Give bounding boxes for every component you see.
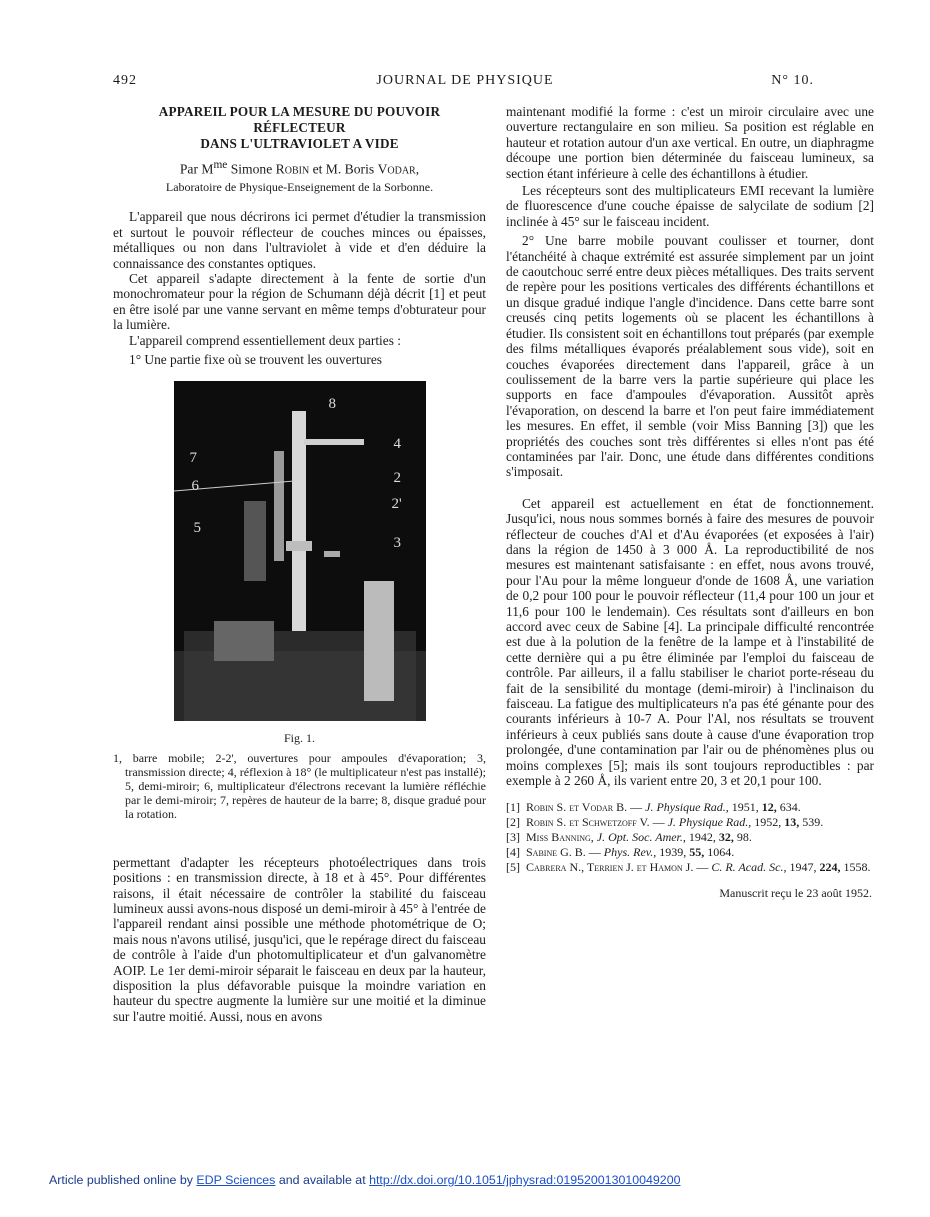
reference-item: [1] Robin S. et Vodar B. — J. Physique Rad., 1951, 12, 634. bbox=[506, 800, 801, 815]
figure-label: 2 bbox=[393, 470, 401, 487]
figure-label: 7 bbox=[189, 450, 197, 467]
article-title-line-2: DANS L'ULTRAVIOLET A VIDE bbox=[200, 136, 399, 151]
authors: Par $M^{me}$ Simone Robin et M. Boris Vodar, bbox=[179, 159, 420, 177]
apparatus-photo bbox=[174, 381, 426, 721]
publisher-link[interactable]: EDP Sciences bbox=[196, 1173, 276, 1187]
right-column bbox=[506, 104, 874, 902]
reference-item: [4] Sabine G. B. — Phys. Rev., 1939, 55, 1064. bbox=[506, 845, 735, 860]
paragraph: maintenant modifié la forme : c'est un miroir circulaire avec une ouverture rectangulaire en son milieu. Sa position est réglable en hauteur et rotation autour d'un axe vertical. En outre, un diaphragme découpe une portion bien déterminée du faisceau lumineux, sa section étant inférieure à celle des échantillons à étudier. bbox=[506, 104, 874, 181]
doi-link[interactable]: http://dx.doi.org/10.1051/jphysrad:019520013010049200 bbox=[369, 1173, 681, 1187]
paragraph: permettant d'adapter les récepteurs photoélectriques dans trois positions : en transmission directe, à 18 et à 45°. Pour différentes raisons, il était nécessaire de contrôler la stabilité du faisceau lumineux aussi avons-nous disposé un demi-miroir à 45° à l'entrée de l'appareil rendant ainsi possible une méthode photométrique de O; mais nous n'avons utilisé, jusqu'ici, que le repérage direct du faisceau de contrôle à l'aide d'un photomultiplicateur et d'un galvanomètre AOIP. Le 1er demi-miroir séparait le faisceau en deux par la hauteur, disposition la plus défavorable puisque la moindre variation en hauteur du spectre augmente la lumière sur une moitié et la diminue sur l'autre moitié. Aussi, nous en avons bbox=[113, 854, 486, 1024]
paragraph: Cet appareil s'adapte directement à la fente de sortie d'un monochromateur pour la région de Schumann déjà décrit [1] et peut en être isolé par une vanne servant en même temps d'obturateur pour la lumière. bbox=[113, 270, 486, 333]
references bbox=[506, 800, 874, 874]
reference-item: [3] Miss Banning, J. Opt. Soc. Amer., 1942, 32, 98. bbox=[506, 830, 752, 845]
paragraph: Les récepteurs sont des multiplicateurs EMI recevant la lumière de fluorescence d'une couche épaisse de salycilate de sodium [2] inclinée à 45° sur le faisceau incident. bbox=[506, 183, 874, 229]
paragraph: L'appareil que nous décrirons ici permet d'étudier la transmission et surtout le pouvoir réflecteur de couches minces ou épaisses, métalliques ou non dans l'ultraviolet à vide et d'en déduire la connaissance des constantes optiques. bbox=[113, 209, 486, 271]
footer: Article published online by EDP Sciences and available at http://dx.doi.org/10.1051/jphysrad:019520013010049200 bbox=[49, 1173, 681, 1187]
issue-number: N° 10. bbox=[771, 73, 814, 88]
figure-label: 6 bbox=[191, 478, 199, 495]
reference-item: [5] Cabrera N., Terrien J. et Hamon J. — C. R. Acad. Sc., 1947, 224, 1558. bbox=[506, 860, 871, 875]
laboratory: Laboratoire de Physique-Enseignement de la Sorbonne. bbox=[165, 179, 434, 194]
paragraph: Cet appareil est actuellement en état de fonctionnement. Jusqu'ici, nous nous sommes bornés à faire des mesures de pouvoir réflecteur de couches d'Al et d'Au évaporées (et exposées à l'air) dans la région de 1450 à 3 000 Å. La reproductibilité de nos mesures est maintenant satisfaisante : en effet, nous avons trouvé, pour l'Au pour la même longueur d'onde de 1608 Å, une variation de 0,2 pour 100 pour le pouvoir réflecteur (11,4 pour 100 un jour et 11,6 pour 100 le lendemain). Ces résultats sont d'ailleurs en bon accord avec ceux de Sabine [4]. La principale difficulté rencontrée est due à la polution de la fenêtre de la lampe et à l'instabilité de cette dernière qui a pu être éliminée par l'emploi du faisceau de contrôle. Par ailleurs, il a fallu stabiliser le chariot porte-réseau du fait de la sensibilité du montage (demi-miroir) à l'inclinaison du faisceau. La fatigue des multiplicateurs n'a pas été génante pour des courants inférieurs à 10-7 A. Pour l'Al, nos résultats se trouvent inférieurs à ceux publiés sans doute à cause d'une évaporation trop prolongée, d'une contamination par l'air ou de phénomènes plus ou moins complexes [5]; mais ils sont toujours reproductibles : par exemple à 2 260 Å, ils varient entre 20, 3 et 20,1 pour 100. bbox=[506, 495, 874, 789]
apparatus-illustration bbox=[174, 381, 426, 721]
paragraph: 2° Une barre mobile pouvant coulisser et tourner, dont l'étanchéité à chaque extrémité est assurée simplement par un joint de caoutchouc serré entre deux pièces métalliques. Des traits servent de repère pour les positions verticales des différents échantillons et un disque gradué indique l'angle d'incidence. Dans cette barre sont creusés cinq petits logements où se placent les échantillons à étudier. Ils consistent soit en échantillons tout préparés (par exemple des films métalliques évaporés préalablement sous vide), soit en couches évaporées directement dans l'appareil, grâce à un coulissement de la barre vers la partie supérieure qui place les supports en face d'ampoules d'évaporation. Aussitôt après l'évaporation, on descend la barre et l'on peut faire immédiatement les mesures. En effet, il semble (voir Miss Banning [3]) que les propriétés des couches sont très différentes si elles n'ont pas été contaminées par l'air. Donc, une étude dans différentes conditions s'imposait. bbox=[506, 233, 874, 480]
paragraph: L'appareil comprend essentiellement deux parties : bbox=[129, 332, 401, 348]
figure-caption: Fig. 1. bbox=[283, 731, 315, 746]
figure-label: 4 bbox=[393, 436, 401, 453]
journal-name: JOURNAL DE PHYSIQUE bbox=[376, 73, 554, 88]
manuscript-received: Manuscrit reçu le 23 août 1952. bbox=[719, 886, 872, 901]
figure-label: 5 bbox=[193, 520, 201, 537]
left-column bbox=[113, 104, 486, 1024]
figure-label: 2' bbox=[391, 496, 402, 513]
page-number: 492 bbox=[113, 73, 137, 88]
figure-label: 8 bbox=[328, 396, 336, 413]
article-title-line-1: APPAREIL POUR LA MESURE DU POUVOIR RÉFLECTEUR bbox=[158, 104, 441, 135]
figure-legend: 1, barre mobile; 2-2', ouvertures pour ampoules d'évaporation; 3, transmission directe; 4, réflexion à 18° (le multiplicateur n'est pas installé); 5, demi-miroir; 6, multiplicateur d'électrons recevant la lumière réfléchie par le demi-miroir; 7, repères de hauteur de la barre; 8, disque gradué pour la rotation. bbox=[113, 750, 486, 821]
figure-label: 3 bbox=[393, 535, 401, 552]
paragraph: 1° Une partie fixe où se trouvent les ouvertures bbox=[129, 352, 383, 367]
reference-item: [2] Robin S. et Schwetzoff V. — J. Physique Rad., 1952, 13, 539. bbox=[506, 815, 824, 830]
